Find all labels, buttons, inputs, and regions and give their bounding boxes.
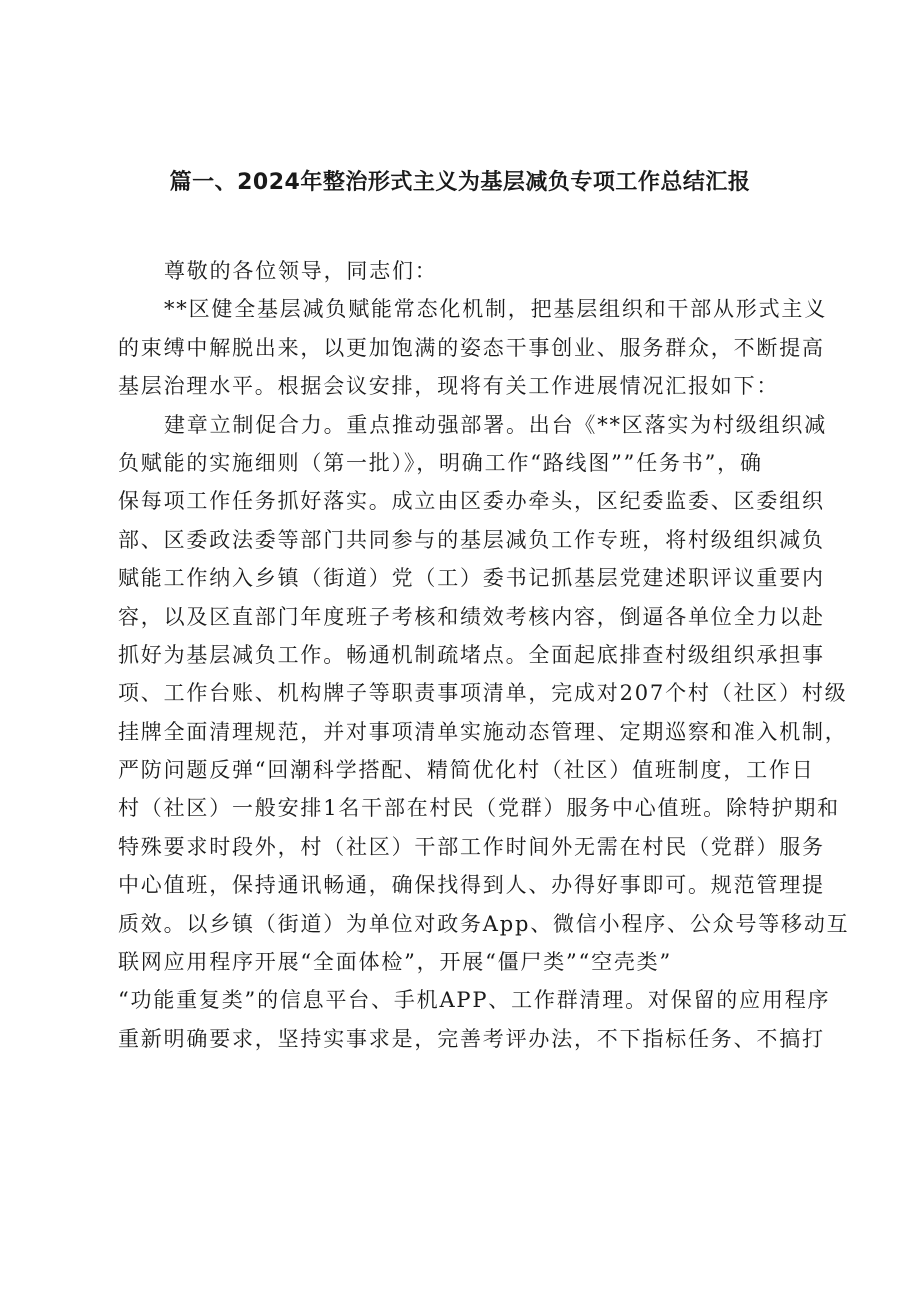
paragraph-line: 负赋能的实施细则（第一批）》，明确工作“路线图””任务书”，确 bbox=[118, 450, 763, 475]
document-title: 篇一、2024年整治形式主义为基层减负专项工作总结汇报 bbox=[169, 170, 751, 195]
paragraph-line: 严防问题反弹“回潮科学搭配、精简优化村（社区）值班制度，工作日 bbox=[118, 758, 815, 783]
paragraph-line: **区健全基层减负赋能常态化机制，把基层组织和干部从形式主义 bbox=[164, 297, 827, 322]
paragraph-line: 的束缚中解脱出来，以更加饱满的姿态干事创业、服务群众，不断提高 bbox=[118, 335, 825, 360]
document-body bbox=[118, 252, 850, 1058]
paragraph-line: 质效。以乡镇（街道）为单位对政务App、微信小程序、公众号等移动互 bbox=[118, 911, 850, 936]
paragraph-line: 联网应用程序开展“全面体检”，开展“僵尸类”“空壳类” bbox=[118, 950, 673, 975]
salutation-line: 尊敬的各位领导，同志们： bbox=[164, 259, 438, 283]
paragraph-line: 村（社区）一般安排1名干部在村民（党群）服务中心值班。除特护期和 bbox=[118, 796, 840, 821]
paragraph-line: 部、区委政法委等部门共同参与的基层减负工作专班，将村级组织减负 bbox=[118, 527, 825, 552]
paragraph-line: 赋能工作纳入乡镇（街道）党（工）委书记抓基层党建述职评议重要内 bbox=[118, 566, 825, 591]
paragraph-line: 中心值班，保持通讯畅通，确保找得到人、办得好事即可。规范管理提 bbox=[118, 873, 825, 898]
paragraph-line: 基层治理水平。根据会议安排，现将有关工作进展情况汇报如下： bbox=[118, 374, 780, 399]
paragraph-line: 挂牌全面清理规范，并对事项清单实施动态管理、定期巡察和准入机制， bbox=[118, 719, 848, 744]
paragraph-line: 抓好为基层减负工作。畅通机制疏堵点。全面起底排查村级组织承担事 bbox=[118, 642, 825, 667]
paragraph-line: “功能重复类”的信息平台、手机APP、工作群清理。对保留的应用程序 bbox=[118, 988, 831, 1013]
paragraph-line: 容，以及区直部门年度班子考核和绩效考核内容，倒逼各单位全力以赴 bbox=[118, 604, 825, 629]
paragraph-line: 项、工作台账、机构牌子等职责事项清单，完成对207个村（社区）村级 bbox=[118, 681, 848, 706]
paragraph-line: 特殊要求时段外，村（社区）干部工作时间外无需在村民（党群）服务 bbox=[118, 834, 825, 859]
paragraph-line: 建章立制促合力。重点推动强部署。出台《**区落实为村级组织减 bbox=[164, 412, 827, 437]
paragraph-line: 保每项工作任务抓好落实。成立由区委办牵头，区纪委监委、区委组织 bbox=[118, 489, 825, 514]
paragraph-line: 重新明确要求，坚持实事求是，完善考评办法，不下指标任务、不搞打 bbox=[118, 1026, 825, 1051]
